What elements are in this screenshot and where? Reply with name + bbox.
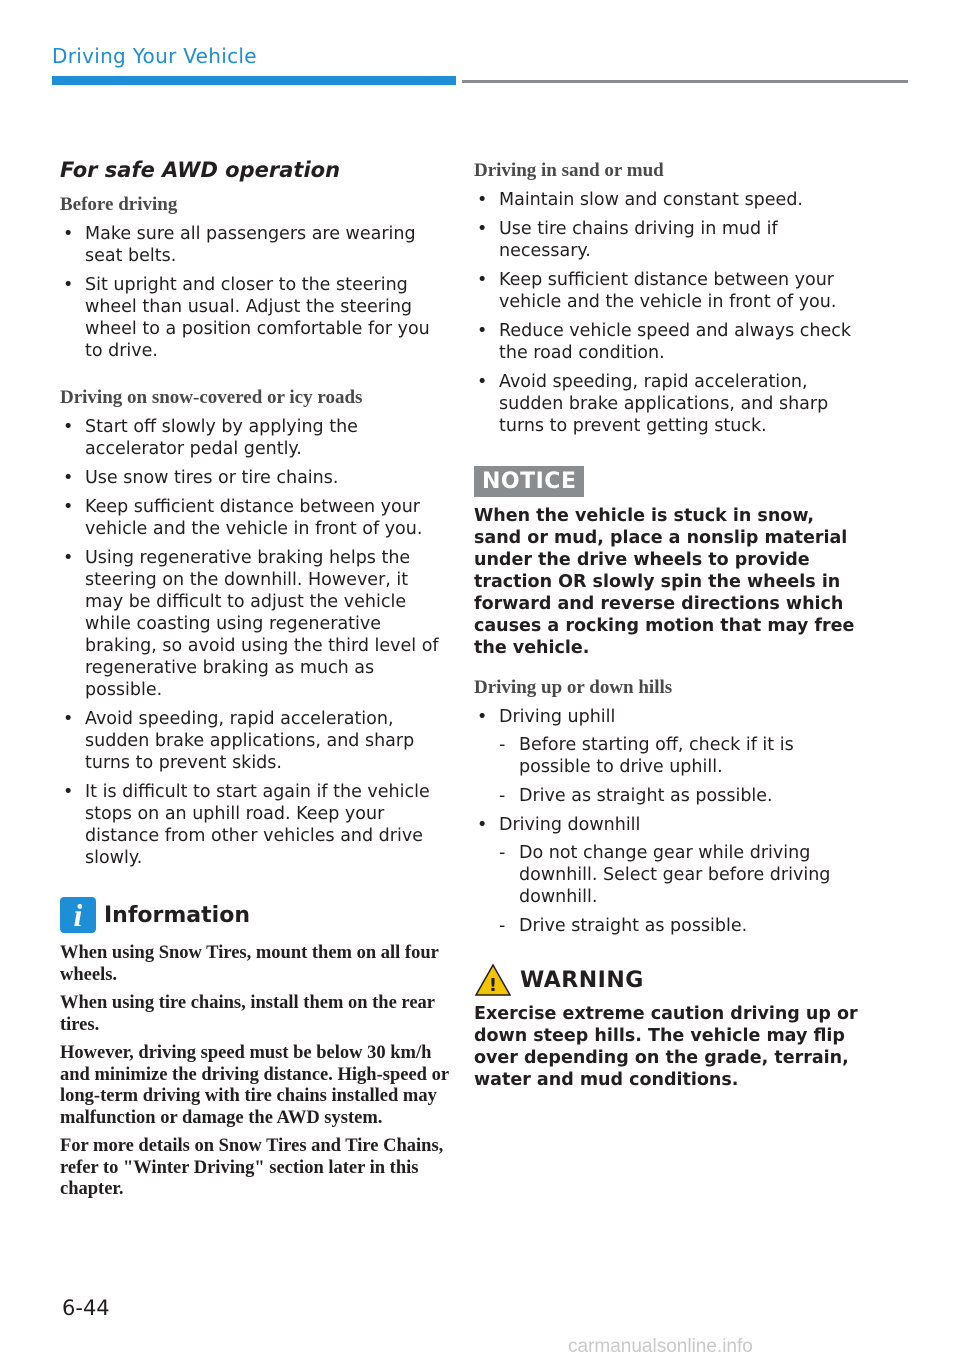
sand-heading: Driving in sand or mud bbox=[474, 160, 664, 181]
information-paragraph: However, driving speed must be below 30 km/h and minimize the driving distance. High-speed or long-term driving with tire chains installed may malfunction or damage the AWD system. bbox=[60, 1043, 449, 1128]
list-item: • Keep sufficient distance between your vehicle and the vehicle in front of you. bbox=[474, 269, 864, 313]
warning-header bbox=[474, 963, 864, 997]
information-paragraph: When using Snow Tires, mount them on all four wheels. bbox=[60, 943, 439, 985]
sub-list-item: - Drive straight as possible. bbox=[499, 915, 864, 937]
snow-heading: Driving on snow-covered or icy roads bbox=[60, 387, 363, 408]
notice-badge: NOTICE bbox=[474, 466, 584, 497]
list-item: • Reduce vehicle speed and always check the road condition. bbox=[474, 320, 864, 364]
section-title: For safe AWD operation bbox=[60, 158, 341, 182]
list-item: • It is difficult to start again if the vehicle stops on an uphill road. Keep your distance from other vehicles and drive slowly. bbox=[60, 781, 450, 869]
list-item: • Maintain slow and constant speed. bbox=[474, 189, 864, 211]
warning-title: WARNING bbox=[520, 967, 644, 993]
watermark: carmanualsonline.info bbox=[568, 1336, 753, 1357]
snow-list bbox=[60, 416, 450, 869]
list-item: • Keep sufficient distance between your vehicle and the vehicle in front of you. bbox=[60, 496, 450, 540]
information-paragraph: When using tire chains, install them on the rear tires. bbox=[60, 993, 435, 1035]
list-item: • Start off slowly by applying the accelerator pedal gently. bbox=[60, 416, 450, 460]
information-header bbox=[60, 897, 450, 933]
list-item: • Use tire chains driving in mud if necessary. bbox=[474, 218, 864, 262]
warning-text: Exercise extreme caution driving up or down steep hills. The vehicle may flip over depending on the grade, terrain, water and mud conditions. bbox=[474, 1004, 858, 1090]
hills-list bbox=[474, 706, 864, 937]
before-driving-list bbox=[60, 223, 450, 362]
notice-text: When the vehicle is stuck in snow, sand or mud, place a nonslip material under the drive wheels to provide traction OR slowly spin the wheels in forward and reverse directions which causes a rocking motion that may free the vehicle. bbox=[474, 506, 855, 658]
sub-list-item: - Before starting off, check if it is possible to drive uphill. bbox=[499, 734, 864, 778]
information-paragraph: For more details on Snow Tires and Tire Chains, refer to "Winter Driving" section later in this chapter. bbox=[60, 1136, 444, 1199]
downhill-label: Driving downhill bbox=[499, 815, 641, 835]
list-item: • Use snow tires or tire chains. bbox=[60, 467, 450, 489]
left-column bbox=[60, 158, 450, 1208]
list-item: • Using regenerative braking helps the steering on the downhill. However, it may be difficult to adjust the vehicle while coasting using regenerative braking, so avoid using the third level of regenerative braking as much as possible. bbox=[60, 547, 450, 701]
downhill-sublist bbox=[499, 842, 864, 937]
hills-heading: Driving up or down hills bbox=[474, 677, 673, 698]
right-column bbox=[474, 160, 864, 1091]
list-item: • Avoid speeding, rapid acceleration, sudden brake applications, and sharp turns to prevent skids. bbox=[60, 708, 450, 774]
warning-triangle-icon bbox=[474, 963, 512, 997]
page-number: 6-44 bbox=[62, 1296, 110, 1320]
header-rule-gray bbox=[462, 80, 908, 83]
list-item: • Avoid speeding, rapid acceleration, sudden brake applications, and sharp turns to prevent getting stuck. bbox=[474, 371, 864, 437]
list-item bbox=[474, 706, 864, 807]
page-header-title: Driving Your Vehicle bbox=[52, 44, 257, 68]
list-item bbox=[474, 814, 864, 937]
sand-list bbox=[474, 189, 864, 437]
uphill-label: Driving uphill bbox=[499, 707, 616, 727]
information-icon: i bbox=[60, 897, 96, 933]
header-rule-blue bbox=[52, 76, 456, 85]
sub-list-item: - Drive as straight as possible. bbox=[499, 785, 864, 807]
svg-text:!: ! bbox=[488, 975, 498, 996]
list-item: • Make sure all passengers are wearing seat belts. bbox=[60, 223, 450, 267]
uphill-sublist bbox=[499, 734, 864, 807]
information-title: Information bbox=[104, 902, 250, 928]
before-driving-heading: Before driving bbox=[60, 194, 178, 215]
list-item: • Sit upright and closer to the steering wheel than usual. Adjust the steering wheel to a position comfortable for you to drive. bbox=[60, 274, 450, 362]
sub-list-item: - Do not change gear while driving downhill. Select gear before driving downhill. bbox=[499, 842, 864, 908]
